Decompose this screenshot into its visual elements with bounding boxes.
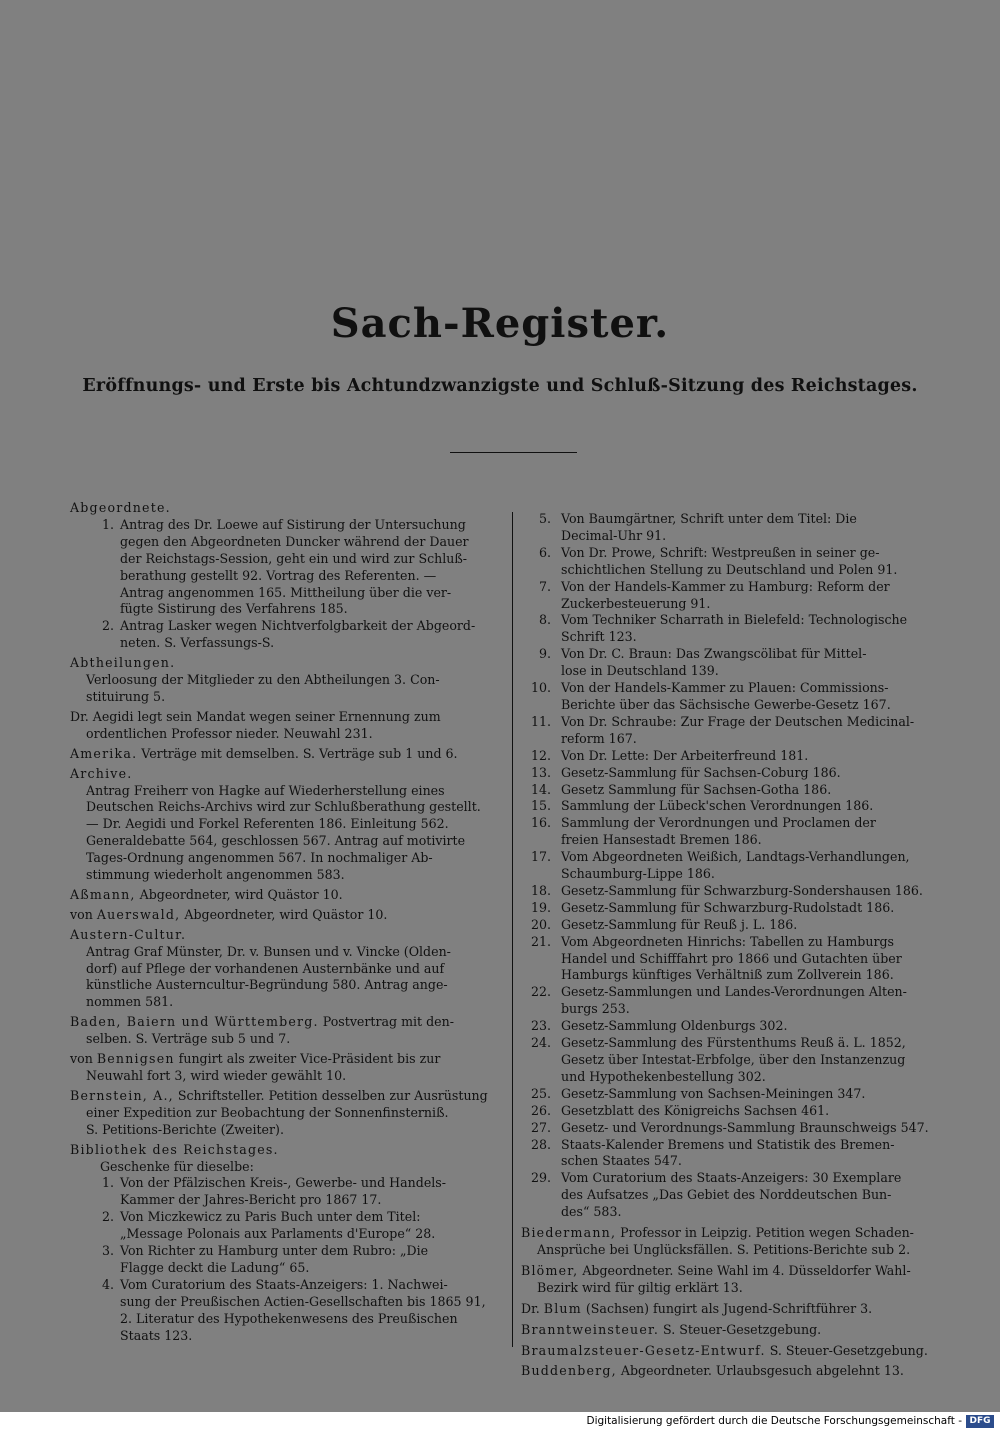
text-line: Vom Curatorium des Staats-Anzeigers: 1. Nachwei- bbox=[120, 1276, 448, 1292]
entry-head: Baden, Baiern und Württemberg. bbox=[70, 1014, 319, 1030]
sub-item bbox=[521, 579, 955, 613]
text-line: Gesetz-Sammlung für Schwarzburg-Rudolstadt 186. bbox=[561, 899, 895, 915]
sub-item bbox=[521, 612, 955, 646]
item-number: 2. bbox=[101, 618, 114, 634]
text-line: Von Dr. Schraube: Zur Frage der Deutschen Medicinal- bbox=[561, 713, 915, 729]
sub-item bbox=[70, 517, 504, 618]
text-line: Gesetz-Sammlung von Sachsen-Meiningen 347. bbox=[561, 1085, 866, 1101]
text-line: stituirung 5. bbox=[86, 688, 166, 704]
text-line: und Hypothekenbestellung 302. bbox=[561, 1068, 766, 1084]
text-line: Von Dr. Lette: Der Arbeiterfreund 181. bbox=[561, 747, 809, 763]
text-line: Sammlung der Verordnungen und Proclamen der bbox=[561, 815, 876, 831]
item-number: 26. bbox=[530, 1102, 551, 1118]
text-line: Verloosung der Mitglieder zu den Abtheilungen 3. Con- bbox=[86, 672, 440, 688]
entry-braumalzsteuer bbox=[521, 1343, 955, 1360]
item-number: 27. bbox=[530, 1119, 551, 1135]
entry-head: Abgeordnete. bbox=[70, 500, 171, 515]
entry-assmann bbox=[70, 887, 504, 904]
entry-text: Abgeordneter. Urlaubsgesuch abgelehnt 13. bbox=[616, 1363, 904, 1379]
text-line: dorf) auf Pflege der vorhandenen Austernbänke und auf bbox=[86, 960, 445, 976]
text-line: gegen den Abgeordneten Duncker während der Dauer bbox=[120, 533, 469, 549]
item-number: 3. bbox=[101, 1243, 114, 1259]
footer-bar bbox=[0, 1412, 1000, 1432]
text-line: Antrag angenommen 165. Mittheilung über die ver- bbox=[120, 584, 452, 600]
text-line: selben. S. Verträge sub 5 und 7. bbox=[86, 1031, 291, 1047]
text-line: Tages-Ordnung angenommen 567. In nochmaliger Ab- bbox=[86, 850, 433, 866]
item-number: 23. bbox=[530, 1018, 551, 1034]
sub-item bbox=[70, 1243, 504, 1277]
item-number: 5. bbox=[538, 511, 551, 526]
page-title: Sach-Register. bbox=[330, 300, 670, 347]
text-line: „Message Polonais aux Parlaments d'Europe“ 28. bbox=[120, 1226, 436, 1242]
text-line: burgs 253. bbox=[561, 1001, 630, 1017]
sub-item bbox=[521, 1103, 955, 1120]
entry-text: S. Steuer-Gesetzgebung. bbox=[765, 1342, 928, 1358]
right-column bbox=[521, 511, 955, 1380]
sub-item bbox=[521, 849, 955, 883]
item-number: 15. bbox=[530, 798, 551, 814]
text-line: Deutschen Reichs-Archivs wird zur Schlußberathung gestellt. bbox=[86, 799, 481, 815]
item-number: 28. bbox=[530, 1136, 551, 1152]
entry-head: Abtheilungen. bbox=[70, 655, 176, 671]
text-line: neten. S. Verfassungs-S. bbox=[120, 635, 275, 651]
entry-prefix: von bbox=[70, 1051, 97, 1067]
item-number: 9. bbox=[538, 646, 551, 662]
sub-item bbox=[521, 782, 955, 799]
sub-item bbox=[521, 1018, 955, 1035]
entry-head: Bernstein, A., bbox=[70, 1087, 174, 1103]
entry-text: (Sachsen) fungirt als Jugend-Schriftführer 3. bbox=[581, 1300, 873, 1316]
text-line: sung der Preußischen Actien-Gesellschaften bis 1865 91, bbox=[120, 1293, 486, 1309]
text-line: Von Miczkewicz zu Paris Buch unter dem Titel: bbox=[120, 1209, 421, 1225]
text-line: Gesetz-Sammlung für Schwarzburg-Sondershausen 186. bbox=[561, 882, 923, 898]
text-line: Gesetz- und Verordnungs-Sammlung Braunschweigs 547. bbox=[561, 1119, 929, 1135]
text-line: Antrag Graf Münster, Dr. v. Bunsen und v. Vincke (Olden- bbox=[86, 943, 451, 959]
sub-item bbox=[521, 798, 955, 815]
title-rule bbox=[450, 452, 577, 453]
item-number: 2. bbox=[101, 1209, 114, 1225]
sub-item bbox=[521, 511, 955, 545]
text-line: Schaumburg-Lippe 186. bbox=[561, 866, 715, 882]
item-number: 14. bbox=[530, 781, 551, 797]
sub-item bbox=[70, 618, 504, 652]
entry-bibliothek bbox=[70, 1142, 504, 1345]
text-line: Vom Abgeordneten Weißich, Landtags-Verhandlungen, bbox=[561, 849, 910, 865]
item-number: 22. bbox=[530, 984, 551, 1000]
entry-bernstein bbox=[70, 1088, 504, 1139]
entry-head: Braumalzsteuer-Gesetz-Entwurf. bbox=[521, 1342, 766, 1358]
text-line: Antrag des Dr. Loewe auf Sistirung der Untersuchung bbox=[120, 516, 466, 532]
text-line: Antrag Lasker wegen Nichtverfolgbarkeit der Abgeord- bbox=[120, 618, 476, 634]
text-line: Vom Techniker Scharrath in Bielefeld: Technologische bbox=[561, 612, 908, 628]
text-line: schen Staates 547. bbox=[561, 1153, 682, 1169]
text-line: Staats-Kalender Bremens und Statistik des Bremen- bbox=[561, 1136, 895, 1152]
left-column bbox=[70, 500, 504, 1348]
item-number: 11. bbox=[530, 713, 551, 729]
entry-abtheilungen bbox=[70, 655, 504, 706]
item-number: 1. bbox=[101, 1175, 114, 1191]
text-line: Flagge deckt die Ladung“ 65. bbox=[120, 1259, 310, 1275]
entry-head: Bibliothek des Reichstages. bbox=[70, 1141, 279, 1157]
entry-head: Blömer, bbox=[521, 1262, 579, 1278]
text-line: Staats 123. bbox=[120, 1327, 193, 1343]
text-line: Gesetz-Sammlung für Sachsen-Coburg 186. bbox=[561, 764, 841, 780]
entry-head: Branntweinsteuer. bbox=[521, 1321, 660, 1337]
item-number: 7. bbox=[538, 578, 551, 594]
text-line: Vom Abgeordneten Hinrichs: Tabellen zu Hamburgs bbox=[561, 933, 895, 949]
entry-auerswald bbox=[70, 907, 504, 924]
entry-buddenberg bbox=[521, 1363, 955, 1380]
entry-baden bbox=[70, 1014, 504, 1048]
item-number: 8. bbox=[538, 612, 551, 628]
item-number: 25. bbox=[530, 1085, 551, 1101]
entry-text: Abgeordneter, wird Quästor 10. bbox=[180, 906, 388, 922]
sub-item bbox=[521, 748, 955, 765]
sub-item bbox=[70, 1277, 504, 1345]
text-line: Antrag Freiherr von Hagke auf Wiederherstellung eines bbox=[86, 782, 445, 798]
sub-item bbox=[521, 1035, 955, 1086]
text-line: Generaldebatte 564, geschlossen 567. Antrag auf motivirte bbox=[86, 833, 466, 849]
sub-item bbox=[521, 1086, 955, 1103]
entry-abgeordnete bbox=[70, 500, 504, 652]
text-line: freien Hansestadt Bremen 186. bbox=[561, 832, 762, 848]
entry-prefix: Dr. bbox=[521, 1300, 544, 1316]
text-line: Von der Handels-Kammer zu Hamburg: Reform der bbox=[561, 578, 890, 594]
text-line: 2. Literatur des Hypothekenwesens des Preußischen bbox=[120, 1310, 458, 1326]
sub-item bbox=[521, 815, 955, 849]
item-number: 13. bbox=[530, 764, 551, 780]
sub-item bbox=[521, 917, 955, 934]
sub-item bbox=[521, 934, 955, 985]
item-number: 19. bbox=[530, 899, 551, 915]
text-line: Von Dr. C. Braun: Das Zwangscölibat für Mittel- bbox=[561, 646, 867, 662]
item-number: 1. bbox=[101, 516, 114, 532]
page-subtitle: Eröffnungs- und Erste bis Achtundzwanzigste und Schluß-Sitzung des Reichstages. bbox=[82, 376, 918, 396]
sub-item bbox=[521, 900, 955, 917]
entry-head: Blum bbox=[543, 1300, 582, 1316]
entry-bloemer bbox=[521, 1263, 955, 1297]
text-line: Sammlung der Lübeck'schen Verordnungen 186. bbox=[561, 798, 874, 814]
sub-head: Geschenke für dieselbe: bbox=[100, 1158, 254, 1174]
sub-item bbox=[521, 646, 955, 680]
entry-text: S. Steuer-Gesetzgebung. bbox=[659, 1321, 822, 1337]
text-line: der Reichstags-Session, geht ein und wird zur Schluß- bbox=[120, 550, 468, 566]
item-text bbox=[120, 517, 504, 618]
sub-item bbox=[521, 1170, 955, 1221]
text-line: Kammer der Jahres-Bericht pro 1867 17. bbox=[120, 1192, 382, 1208]
item-number: 10. bbox=[530, 680, 551, 696]
text-line: Dr. Aegidi legt sein Mandat wegen seiner Ernennung zum bbox=[70, 708, 441, 724]
entry-bennigsen bbox=[70, 1051, 504, 1085]
entry-head: Biedermann, bbox=[521, 1225, 617, 1241]
text-line: Gesetz-Sammlung Oldenburgs 302. bbox=[561, 1018, 788, 1034]
text-line: ordentlichen Professor nieder. Neuwahl 231. bbox=[86, 725, 373, 741]
sub-item bbox=[521, 984, 955, 1018]
text-line: Zuckerbesteuerung 91. bbox=[561, 595, 711, 611]
entry-head: Archive. bbox=[70, 765, 133, 781]
item-number: 29. bbox=[530, 1170, 551, 1186]
sub-item bbox=[521, 883, 955, 900]
sub-item bbox=[521, 714, 955, 748]
text-line: — Dr. Aegidi und Forkel Referenten 186. Einleitung 562. bbox=[86, 816, 449, 832]
item-number: 17. bbox=[530, 849, 551, 865]
sub-item bbox=[521, 680, 955, 714]
text-line: Ansprüche bei Unglücksfällen. S. Petitions-Berichte sub 2. bbox=[537, 1241, 911, 1257]
text-line: Gesetz-Sammlung des Fürstenthums Reuß ä. L. 1852, bbox=[561, 1035, 906, 1051]
text-line: lose in Deutschland 139. bbox=[561, 663, 719, 679]
text-line: Gesetz über Intestat-Erbfolge, über den Instanzenzug bbox=[561, 1052, 906, 1067]
text-line: Gesetzblatt des Königreichs Sachsen 461. bbox=[561, 1102, 830, 1118]
entry-text: Verträge mit demselben. S. Verträge sub 1 und 6. bbox=[137, 745, 458, 761]
text-line: Von Dr. Prowe, Schrift: Westpreußen in seiner ge- bbox=[561, 544, 880, 560]
text-line: einer Expedition zur Beobachtung der Sonnenfinsterniß. bbox=[86, 1104, 449, 1120]
text-line: Von Richter zu Hamburg unter dem Rubro: „Die bbox=[120, 1243, 429, 1259]
item-number: 12. bbox=[530, 747, 551, 763]
text-line: Vom Curatorium des Staats-Anzeigers: 30 Exemplare bbox=[561, 1170, 902, 1186]
text-line: des Aufsatzes „Das Gebiet des Norddeutschen Bun- bbox=[561, 1187, 892, 1203]
sub-item bbox=[521, 545, 955, 579]
text-line: Berichte über das Sächsische Gewerbe-Gesetz 167. bbox=[561, 696, 891, 712]
item-number: 16. bbox=[530, 815, 551, 831]
item-number: 20. bbox=[530, 916, 551, 932]
item-number: 18. bbox=[530, 882, 551, 898]
entry-aegidi bbox=[70, 709, 504, 743]
sub-item bbox=[521, 1137, 955, 1171]
text-line: künstliche Austerncultur-Begründung 580. Antrag ange- bbox=[86, 977, 448, 993]
entry-head: Aßmann, bbox=[70, 886, 136, 902]
entry-text: Abgeordneter. Seine Wahl im 4. Düsseldorfer Wahl- bbox=[578, 1262, 911, 1278]
column-divider bbox=[512, 512, 513, 1347]
item-number: 21. bbox=[530, 933, 551, 949]
text-line: Neuwahl fort 3, wird wieder gewählt 10. bbox=[86, 1068, 347, 1083]
item-number: 4. bbox=[101, 1276, 114, 1292]
entry-head: Bennigsen bbox=[96, 1051, 175, 1067]
entry-head: Buddenberg, bbox=[521, 1363, 617, 1379]
entry-prefix: von bbox=[70, 906, 97, 922]
item-number: 6. bbox=[538, 544, 551, 560]
text-line: Gesetz-Sammlung für Reuß j. L. 186. bbox=[561, 916, 798, 932]
item-number: 24. bbox=[530, 1035, 551, 1051]
entry-text: fungirt als zweiter Vice-Präsident bis zur bbox=[174, 1051, 441, 1067]
entry-austern bbox=[70, 927, 504, 1012]
text-line: Schrift 123. bbox=[561, 629, 637, 645]
text-line: Gesetz-Sammlungen und Landes-Verordnungen Alten- bbox=[561, 984, 907, 1000]
sub-item bbox=[70, 1209, 504, 1243]
entry-text: Postvertrag mit den- bbox=[318, 1014, 454, 1030]
text-line: Von der Pfälzischen Kreis-, Gewerbe- und Handels- bbox=[120, 1175, 447, 1191]
entry-text: Professor in Leipzig. Petition wegen Schaden- bbox=[616, 1225, 914, 1241]
text-line: S. Petitions-Berichte (Zweiter). bbox=[86, 1121, 284, 1137]
text-line: fügte Sistirung des Verfahrens 185. bbox=[120, 601, 348, 617]
entry-head: Amerika. bbox=[70, 745, 138, 761]
entry-archive bbox=[70, 766, 504, 884]
sub-item bbox=[70, 1175, 504, 1209]
entry-biedermann bbox=[521, 1225, 955, 1259]
entry-head: Austern-Cultur. bbox=[70, 926, 187, 942]
text-line: Decimal-Uhr 91. bbox=[561, 527, 667, 543]
text-line: Bezirk wird für giltig erklärt 13. bbox=[537, 1279, 743, 1295]
entry-amerika bbox=[70, 746, 504, 763]
entry-branntweinsteuer bbox=[521, 1322, 955, 1339]
text-line: Handel und Schifffahrt pro 1866 und Gutachten über bbox=[561, 950, 902, 966]
text-line: des“ 583. bbox=[561, 1204, 622, 1220]
text-line: schichtlichen Stellung zu Deutschland und Polen 91. bbox=[561, 561, 898, 577]
text-line: reform 167. bbox=[561, 730, 637, 746]
entry-text: Abgeordneter, wird Quästor 10. bbox=[135, 886, 343, 902]
entry-blum bbox=[521, 1301, 955, 1318]
sub-item bbox=[521, 1120, 955, 1137]
footer-credit: Digitalisierung gefördert durch die Deutsche Forschungsgemeinschaft - bbox=[586, 1415, 962, 1427]
text-line: Von der Handels-Kammer zu Plauen: Commissions- bbox=[561, 680, 889, 696]
dfg-logo: DFG bbox=[966, 1415, 994, 1428]
sub-item bbox=[521, 765, 955, 782]
text-line: stimmung wiederholt angenommen 583. bbox=[86, 867, 345, 883]
entry-text: Schriftsteller. Petition desselben zur Ausrüstung bbox=[173, 1087, 488, 1103]
item-text bbox=[120, 618, 504, 652]
text-line: nommen 581. bbox=[86, 994, 174, 1010]
entry-head: Auerswald, bbox=[96, 906, 181, 922]
text-line: Hamburgs künftiges Verhältniß zum Zollverein 186. bbox=[561, 967, 894, 983]
text-line: Von Baumgärtner, Schrift unter dem Titel: Die bbox=[561, 511, 857, 526]
text-line: berathung gestellt 92. Vortrag des Referenten. — bbox=[120, 567, 437, 583]
text-line: Gesetz Sammlung für Sachsen-Gotha 186. bbox=[561, 781, 832, 797]
